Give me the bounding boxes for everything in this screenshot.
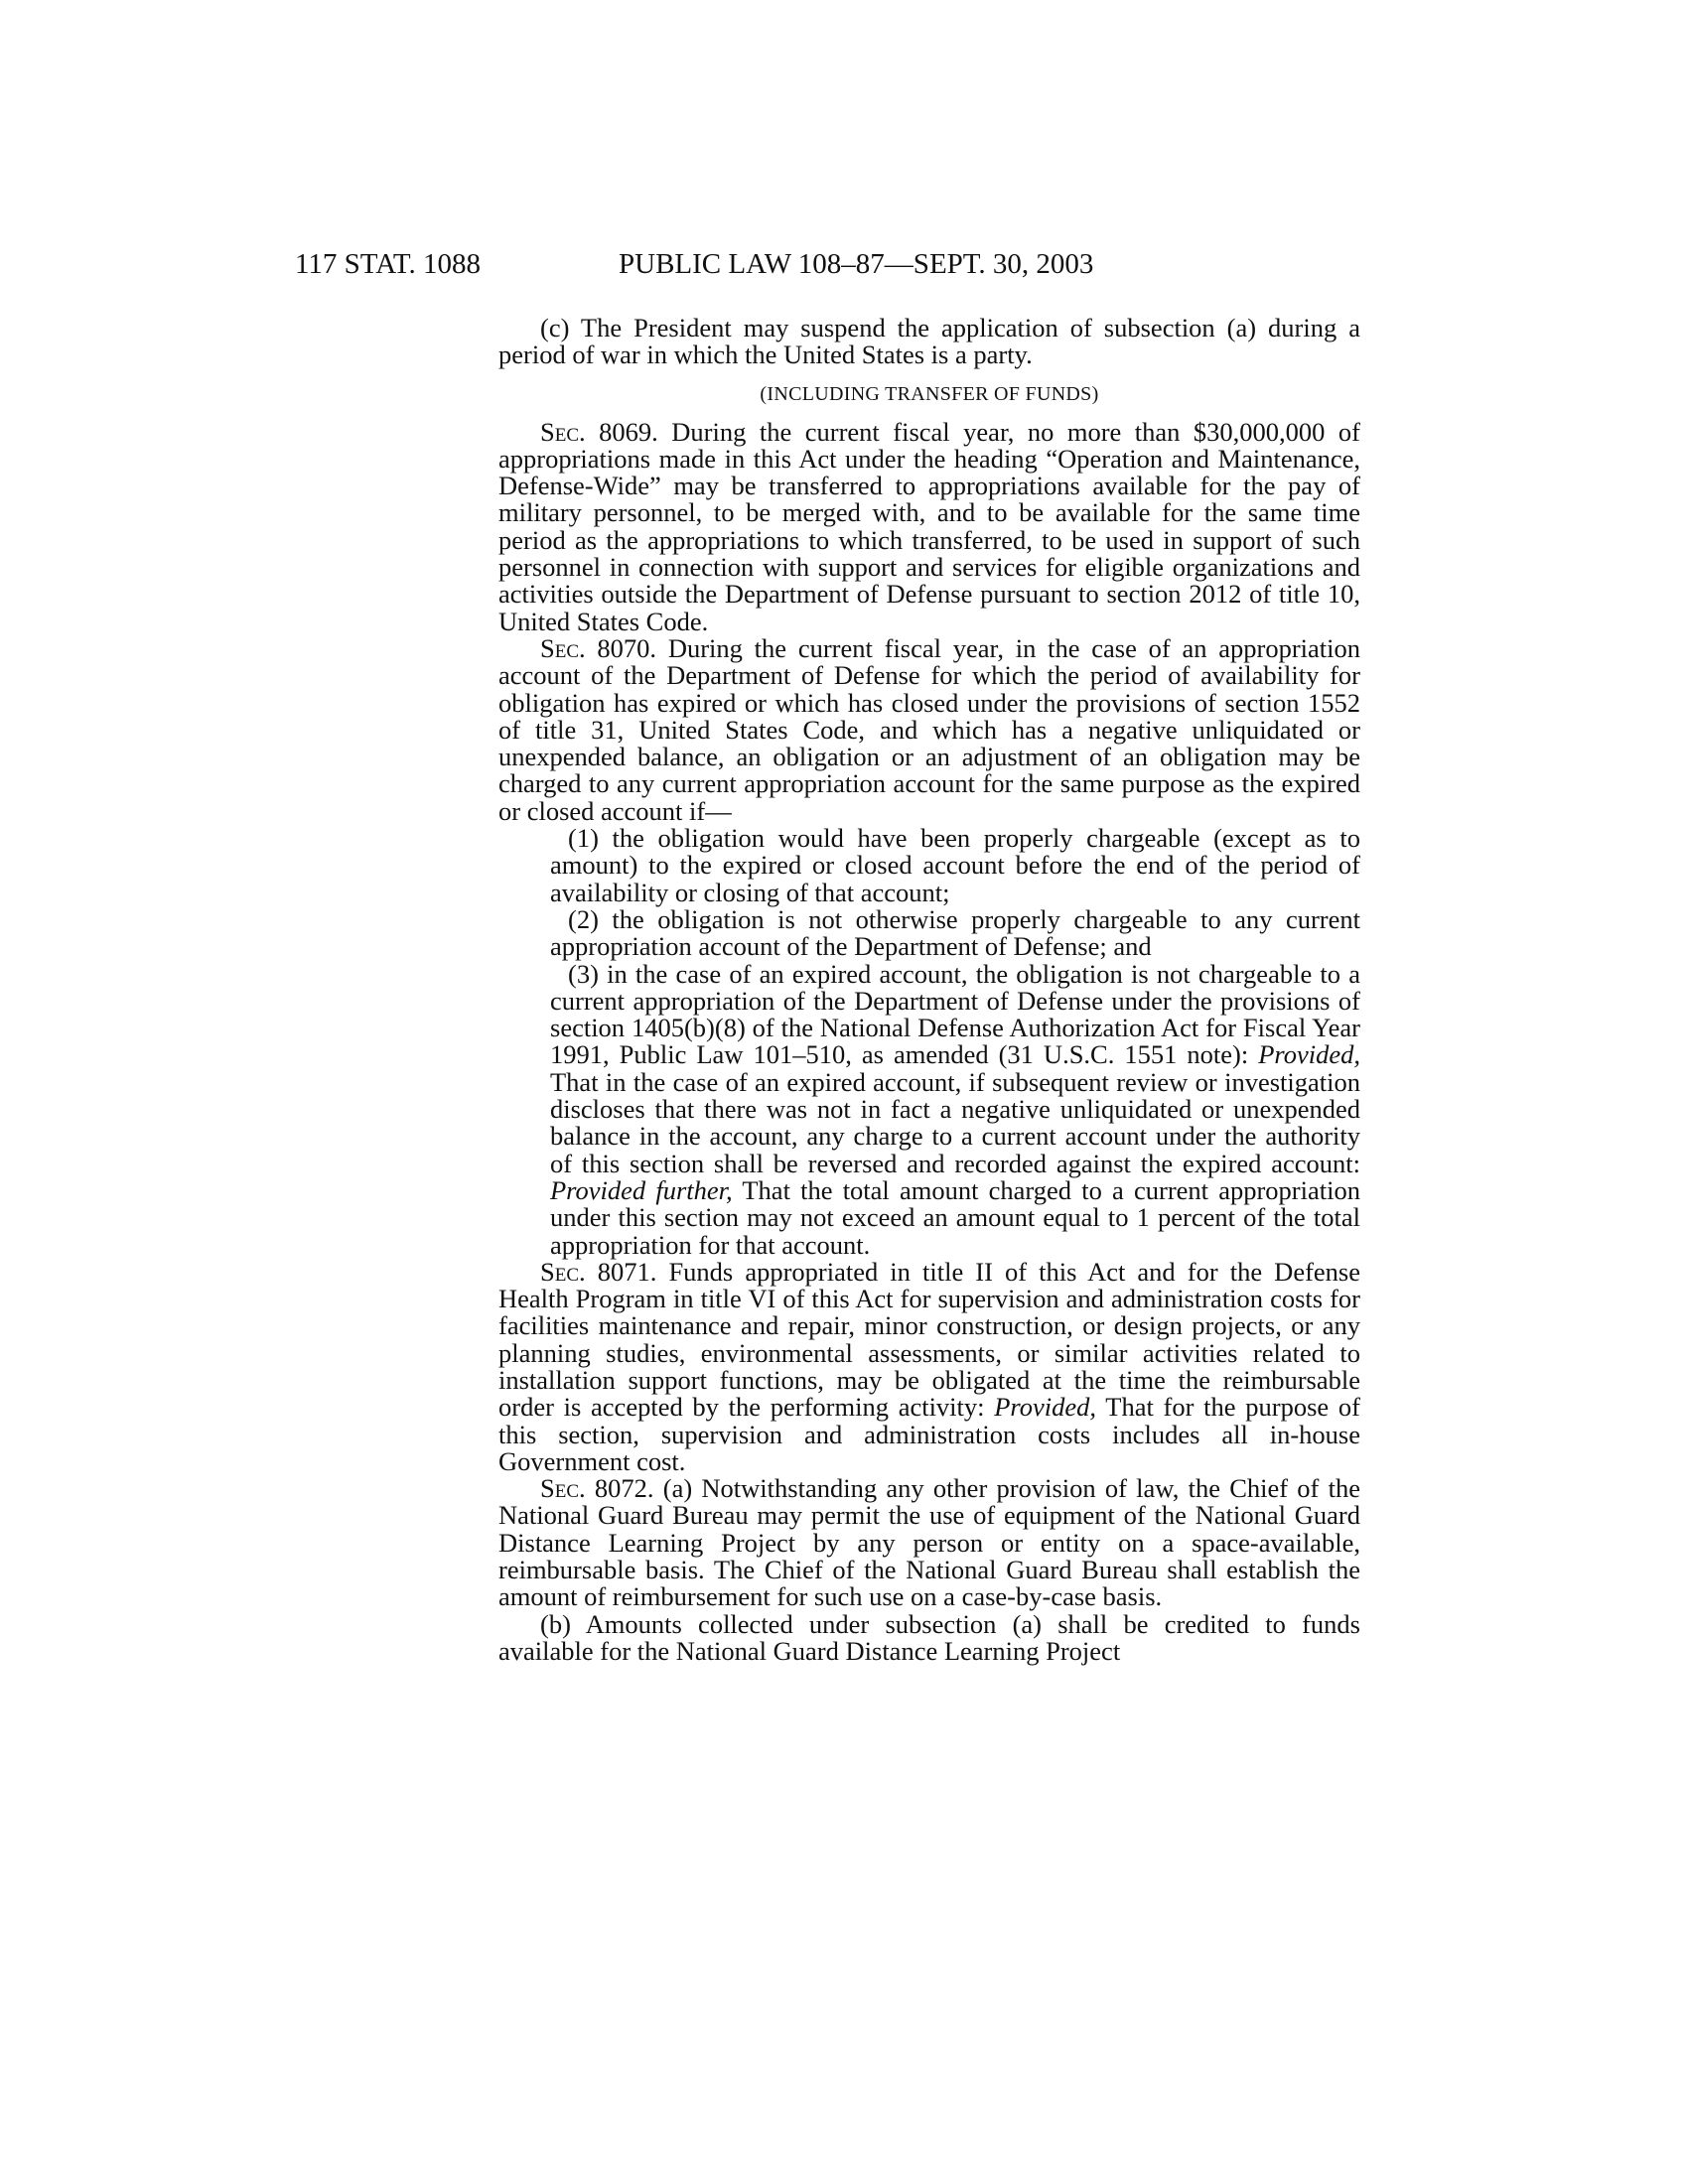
item-3-text-c: That the total amount charged to a current appropriation under this section may not exceed an amount equal to 1 percent of the total appropriation for that account. bbox=[550, 1174, 1360, 1260]
item-3-text-a: (3) in the case of an expired account, the obligation is not chargeable to a current appropriation of the Department of Defense under the provisions of section 1405(b)(8) of the National Defense Authorization Act for Fiscal Year 1991, Public Law 101–510, as amended (31 U.S.C. 1551 note): bbox=[550, 958, 1360, 1070]
item-3-text-b: That in the case of an expired account, if subsequent review or investigation discloses that there was not in fact a negative unliquidated or unexpended balance in the account, any charge to a current account under the authority of this section shall be reversed and recorded against the expired account: bbox=[550, 1066, 1360, 1178]
section-8070-item-3 bbox=[550, 958, 1360, 1260]
public-law-citation: PUBLIC LAW 108–87—SEPT. 30, 2003 bbox=[619, 248, 1094, 280]
section-8070 bbox=[498, 632, 1360, 826]
provided-further-term: Provided further, bbox=[550, 1174, 733, 1205]
section-8072-text: 8072. (a) Notwithstanding any other provision of law, the Chief of the National Guard Bureau may permit the use of equipment of the National Guard Distance Learning Project by any person or entity on a space-available, reimbursable basis. The Chief of the National Guard Bureau shall establish the amount of reimbursement for such use on a case-by-case basis. bbox=[498, 1473, 1360, 1612]
section-8072-subsection-b: (b) Amounts collected under subsection (a) shall be credited to funds available for the National Guard Distance Learning Project bbox=[498, 1608, 1360, 1666]
section-8069-text: 8069. During the current fiscal year, no more than $30,000,000 of appropriations made in this Act under the heading “Operation and Maintenance, Defense-Wide” may be transferred to appropriations available for the pay of military personnel, to be merged with, and to be available for the same time period as the appropriations to which transferred, to be used in support of such personnel in connection with support and services for eligible organizations and activities outside the Department of Defense pursuant to section 2012 of title 10, United States Code. bbox=[498, 416, 1360, 636]
provided-term: Provided, bbox=[1258, 1039, 1360, 1070]
section-8072 bbox=[498, 1475, 1360, 1610]
document-body bbox=[498, 315, 1360, 1665]
section-label: Sec. bbox=[540, 1256, 586, 1287]
section-8070-item-1: (1) the obligation would have been properly chargeable (except as to amount) to the expired or closed account before the end of the period of availability or closing of that account; bbox=[550, 823, 1360, 907]
section-8071-text-b: That for the purpose of this section, supervision and administration costs includes all in-house Government cost. bbox=[498, 1392, 1360, 1476]
section-8070-text: 8070. During the current fiscal year, in the case of an appropriation account of the Department of Defense for which the period of availability for obligation has expired or which has closed under the provisions of section 1552 of title 31, United States Code, and which has a negative unliquidated or unexpended balance, an obligation or an adjustment of an obligation may be charged to any current appropriation account for the same purpose as the expired or closed account if— bbox=[498, 632, 1360, 826]
provided-term: Provided, bbox=[994, 1392, 1097, 1423]
page-header bbox=[295, 246, 1688, 282]
section-label: Sec. bbox=[540, 1473, 586, 1504]
section-caption: (INCLUDING TRANSFER OF FUNDS) bbox=[760, 382, 1099, 405]
section-label: Sec. bbox=[540, 416, 586, 447]
section-8071-text-a: 8071. Funds appropriated in title II of this Act and for the Defense Health Program in title VI of this Act for supervision and administration costs for facilities maintenance and repair, minor construction, or design projects, or any planning studies, environmental assessments, or similar activities related to installation support functions, may be obligated at the time the reimbursable order is accepted by the performing activity: bbox=[498, 1256, 1360, 1423]
section-8070-item-2: (2) the obligation is not otherwise properly chargeable to any current appropriation account of the Department of Defense; and bbox=[550, 903, 1360, 962]
subsection-c: (c) The President may suspend the application of subsection (a) during a period of war in which the United States is a party. bbox=[498, 313, 1360, 370]
section-8069 bbox=[498, 416, 1360, 636]
section-label: Sec. bbox=[540, 632, 586, 663]
statute-page-number: 117 STAT. 1088 bbox=[295, 248, 481, 280]
section-8071 bbox=[498, 1256, 1360, 1476]
